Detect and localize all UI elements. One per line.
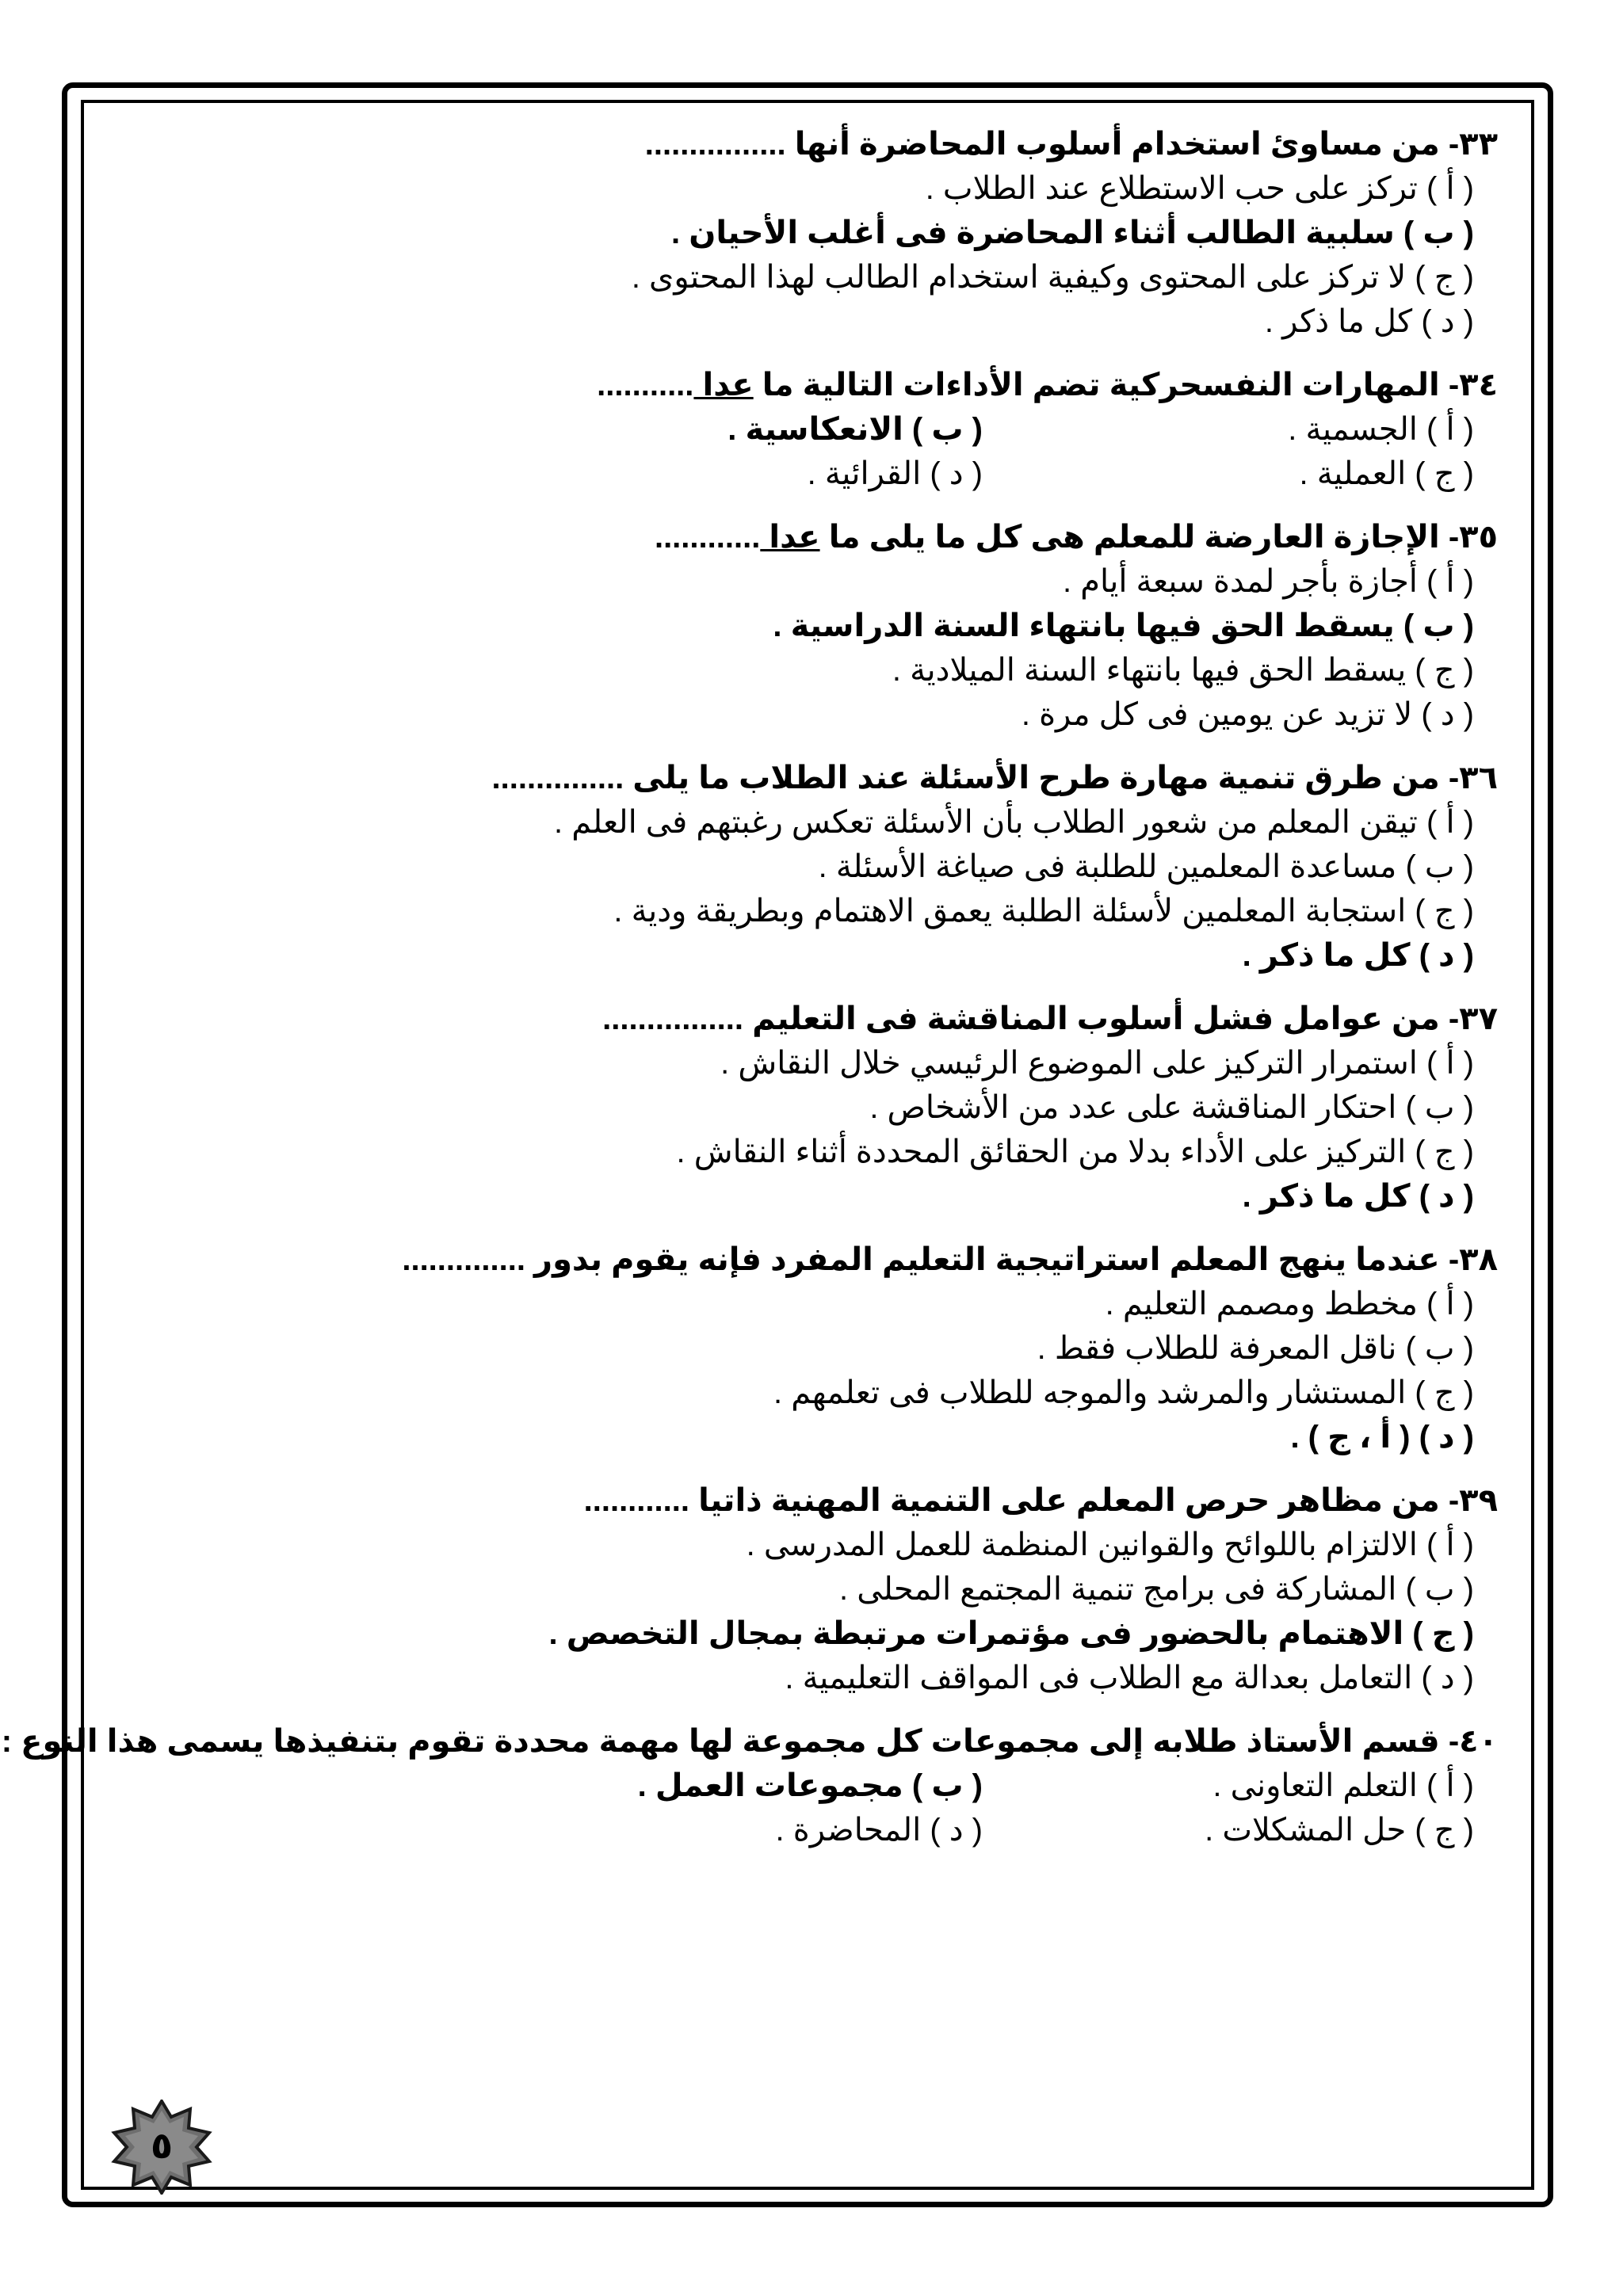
question-stem: ٣٣- من مساوئ استخدام أسلوب المحاضرة أنها ................ <box>644 127 1498 162</box>
option-c: ( ج ) المستشار والمرشد والموجه للطلاب فى تعلمهم . <box>773 1375 1474 1410</box>
option-b: ( ب ) مساعدة المعلمين للطلبة فى صياغة الأسئلة . <box>818 849 1474 884</box>
stem-text: ٣٥- الإجازة العارضة للمعلم هى كل ما يلى ما <box>819 520 1498 555</box>
option-d: ( د ) لا تزيد عن يومين فى كل مرة . <box>1021 697 1474 732</box>
option-a: ( أ ) الجسمية . <box>1288 412 1474 447</box>
option-a: ( أ ) تيقن المعلم من شعور الطلاب بأن الأسئلة تعكس رغبتهم فى العلم . <box>554 805 1474 840</box>
question-33 <box>119 122 1498 344</box>
option-b-answer: ( ب ) يسقط الحق فيها بانتهاء السنة الدراسية . <box>773 608 1474 643</box>
option-a: ( أ ) الالتزام باللوائح والقوانين المنظمة للعمل المدرسى . <box>746 1527 1474 1562</box>
question-39 <box>119 1478 1498 1700</box>
stem-underlined-word: عدا <box>760 520 820 555</box>
options-row <box>119 1764 1498 1808</box>
question-stem: ٣٩- من مظاهر حرص المعلم على التنمية المهنية ذاتيا ............ <box>583 1483 1498 1518</box>
stem-dots: ............ <box>654 520 761 555</box>
option-d: ( د ) كل ما ذكر . <box>1264 304 1474 339</box>
stem-text: ٣٤- المهارات النفسحركية تضم الأداءات التالية ما <box>753 368 1498 402</box>
option-a: ( أ ) تركز على حب الاستطلاع عند الطلاب . <box>925 171 1474 206</box>
option-c: ( ج ) التركيز على الأداء بدلا من الحقائق المحددة أثناء النقاش . <box>676 1135 1474 1169</box>
question-38 <box>119 1238 1498 1459</box>
option-c: ( ج ) يسقط الحق فيها بانتهاء السنة الميلادية . <box>892 653 1474 688</box>
option-d-answer: ( د ) ( أ ، ج ) . <box>1290 1420 1474 1455</box>
option-d-answer: ( د ) كل ما ذكر . <box>1242 1179 1474 1214</box>
question-stem: ٣٧- من عوامل فشل أسلوب المناقشة فى التعليم ................ <box>602 1001 1498 1036</box>
option-b: ( ب ) المشاركة فى برامج تنمية المجتمع المحلى . <box>839 1572 1474 1607</box>
option-d: ( د ) المحاضرة . <box>775 1813 983 1848</box>
option-c: ( ج ) حل المشكلات . <box>1205 1813 1474 1848</box>
option-a: ( أ ) أجازة بأجر لمدة سبعة أيام . <box>1063 564 1474 599</box>
options-row <box>119 407 1498 452</box>
option-d-answer: ( د ) كل ما ذكر . <box>1242 938 1474 973</box>
stem-dots: ........... <box>597 368 694 402</box>
question-35 <box>119 515 1498 737</box>
option-b-answer: ( ب ) مجموعات العمل . <box>637 1768 983 1803</box>
question-37 <box>119 997 1498 1219</box>
question-34 <box>119 363 1498 496</box>
question-36 <box>119 756 1498 978</box>
page-number: ٥ <box>150 2125 174 2166</box>
options-row <box>119 1808 1498 1852</box>
stem-underlined-word: عدا <box>693 368 754 402</box>
option-c: ( ج ) استجابة المعلمين لأسئلة الطلبة يعمق الاهتمام وبطريقة ودية . <box>613 894 1474 929</box>
option-b: ( ب ) ناقل المعرفة للطلاب فقط . <box>1037 1331 1474 1366</box>
question-stem <box>119 363 1498 407</box>
options-row <box>119 452 1498 496</box>
question-stem: ٣٨- عندما ينهج المعلم استراتيجية التعليم المفرد فإنه يقوم بدور .............. <box>402 1242 1498 1277</box>
option-c: ( ج ) لا تركز على المحتوى وكيفية استخدام الطالب لهذا المحتوى . <box>631 260 1474 295</box>
option-c-answer: ( ج ) الاهتمام بالحضور فى مؤتمرات مرتبطة بمجال التخصص . <box>548 1616 1474 1651</box>
option-a: ( أ ) التعلم التعاونى . <box>1212 1768 1474 1803</box>
option-b-answer: ( ب ) سلبية الطالب أثناء المحاضرة فى أغلب الأحيان . <box>671 215 1474 250</box>
question-stem <box>119 515 1498 559</box>
option-a: ( أ ) مخطط ومصمم التعليم . <box>1105 1287 1474 1322</box>
question-stem: ٣٦- من طرق تنمية مهارة طرح الأسئلة عند الطلاب ما يلى ............... <box>491 761 1498 795</box>
question-stem: ٤٠- قسم الأستاذ طلابه إلى مجموعات كل مجموعة لها مهمة محددة تقوم بتنفيذها يسمى هذا النوع : <box>1 1724 1498 1759</box>
option-d: ( د ) القرائية . <box>807 456 983 491</box>
option-a: ( أ ) استمرار التركيز على الموضوع الرئيسي خلال النقاش . <box>720 1046 1474 1081</box>
option-d: ( د ) التعامل بعدالة مع الطلاب فى المواقف التعليمية . <box>785 1661 1474 1695</box>
option-b: ( ب ) احتكار المناقشة على عدد من الأشخاص . <box>869 1090 1474 1125</box>
option-c: ( ج ) العملية . <box>1299 456 1474 491</box>
option-b-answer: ( ب ) الانعكاسية . <box>727 412 983 447</box>
question-40 <box>1 1719 1498 1852</box>
exam-content <box>1 119 1498 1871</box>
